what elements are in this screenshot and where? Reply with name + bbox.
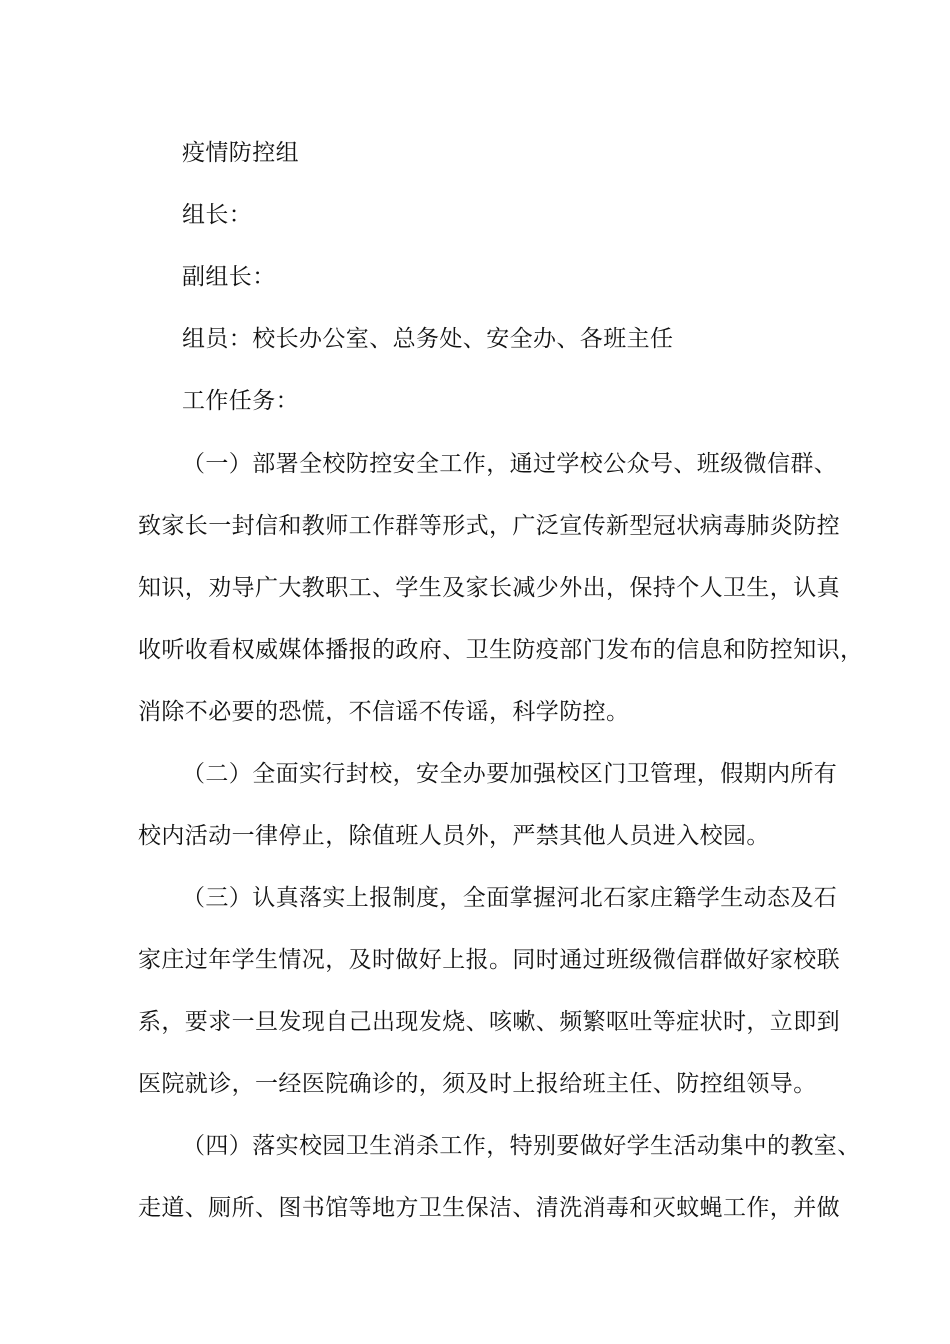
leader-line: 组长：: [182, 202, 253, 228]
paragraph-line: （二）全面实行封校，安全办要加强校区门卫管理，假期内所有: [182, 761, 838, 787]
members-line: 组员：校长办公室、总务处、安全办、各班主任: [182, 326, 674, 352]
paragraph-line: 走道、厕所、图书馆等地方卫生保洁、清洗消毒和灭蚊蝇工作，并做: [138, 1195, 840, 1221]
paragraph-line: 家庄过年学生情况，及时做好上报。同时通过班级微信群做好家校联: [138, 947, 840, 973]
paragraph-line: 知识，劝导广大教职工、学生及家长减少外出，保持个人卫生，认真: [138, 575, 840, 601]
deputy-leader-line: 副组长：: [182, 264, 276, 290]
paragraph-line: 致家长一封信和教师工作群等形式，广泛宣传新型冠状病毒肺炎防控: [138, 513, 840, 539]
tasks-heading: 工作任务：: [182, 388, 299, 414]
section-title: 疫情防控组: [182, 140, 299, 166]
paragraph-line: （三）认真落实上报制度，全面掌握河北石家庄籍学生动态及石: [182, 885, 838, 911]
paragraph-line: 系，要求一旦发现自己出现发烧、咳嗽、频繁呕吐等症状时，立即到: [138, 1009, 840, 1035]
paragraph-line: 医院就诊，一经医院确诊的，须及时上报给班主任、防控组领导。: [138, 1071, 817, 1097]
paragraph-line: 收听收看权威媒体播报的政府、卫生防疫部门发布的信息和防控知识，: [138, 637, 864, 663]
paragraph-line: 校内活动一律停止，除值班人员外，严禁其他人员进入校园。: [138, 823, 770, 849]
paragraph-line: （一）部署全校防控安全工作，通过学校公众号、班级微信群、: [182, 451, 838, 477]
paragraph-line: 消除不必要的恐慌，不信谣不传谣，科学防控。: [138, 699, 630, 725]
paragraph-line: （四）落实校园卫生消杀工作，特别要做好学生活动集中的教室、: [182, 1133, 861, 1159]
